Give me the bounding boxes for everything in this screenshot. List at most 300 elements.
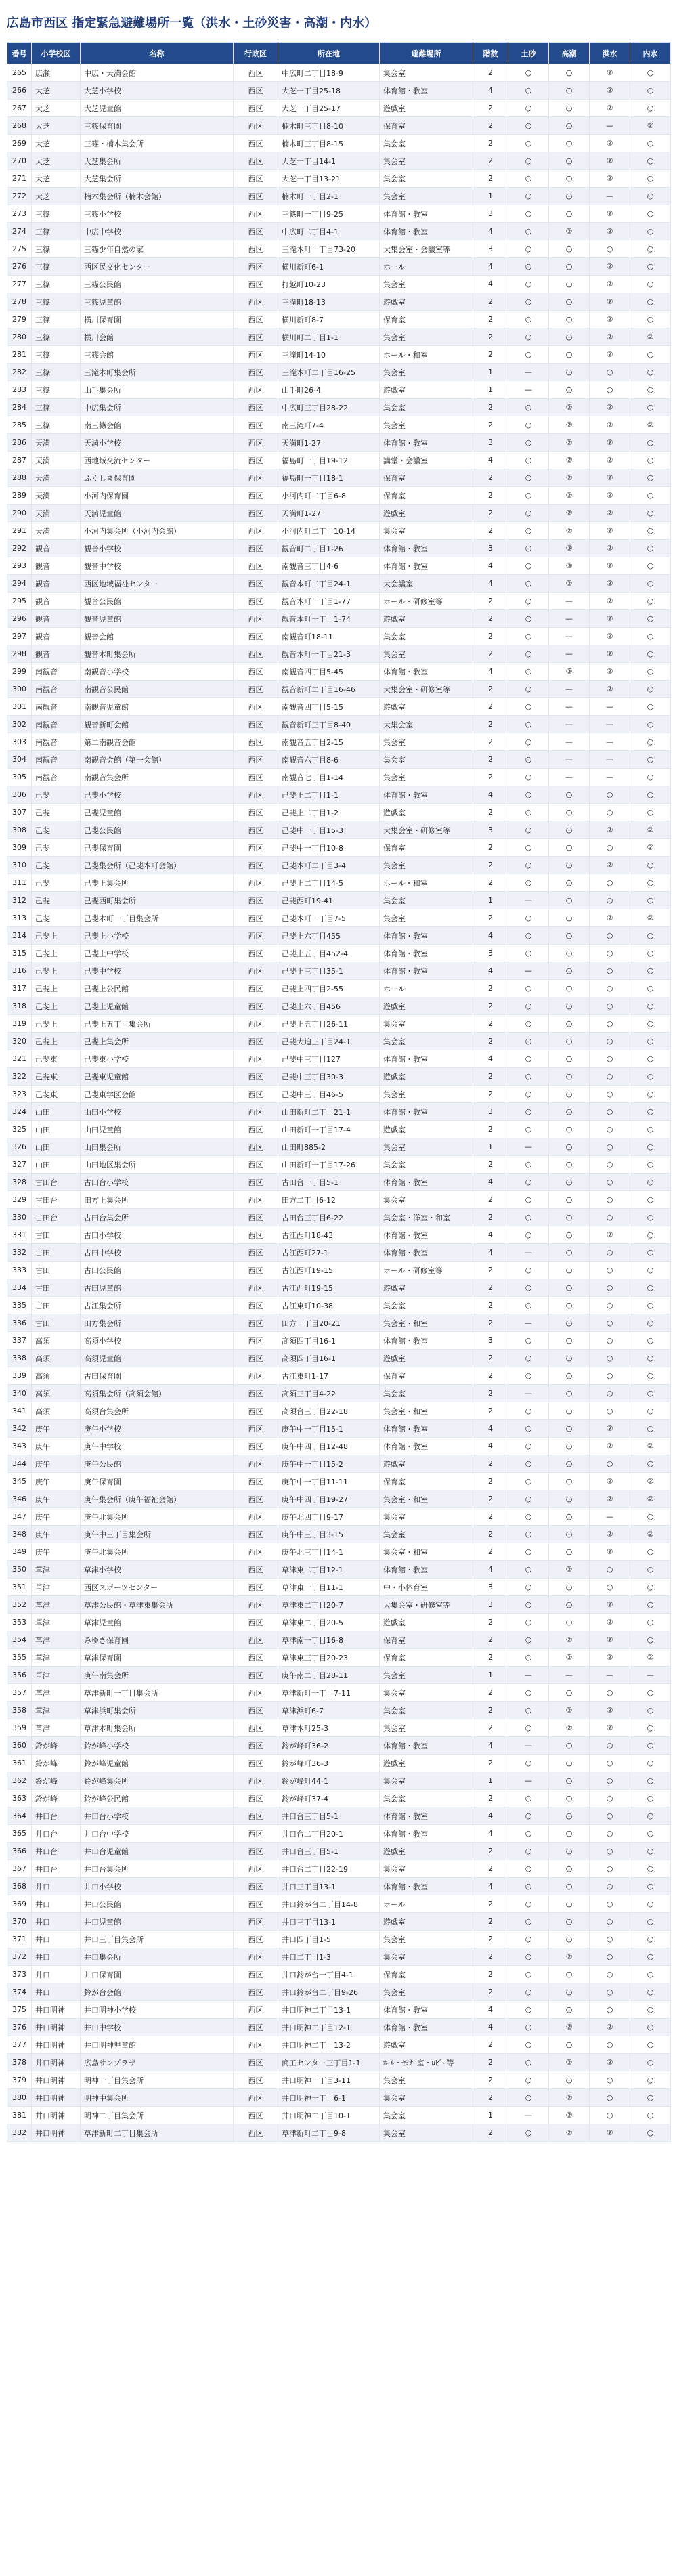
cell-flood: — xyxy=(590,698,630,716)
table-row xyxy=(7,1579,671,1596)
cell-floors: 2 xyxy=(473,1262,508,1279)
cell-floors: 1 xyxy=(473,188,508,205)
table-row xyxy=(7,1262,671,1279)
cell-flood: ② xyxy=(590,1719,630,1737)
cell-floors: 2 xyxy=(473,399,508,416)
cell-no: 336 xyxy=(7,1314,32,1332)
cell-ward: 西区 xyxy=(234,1473,278,1490)
cell-no: 334 xyxy=(7,1279,32,1297)
cell-inland-flood: ○ xyxy=(630,997,671,1015)
cell-evac-place: 体育館・教室 xyxy=(380,557,473,575)
cell-landslide: ○ xyxy=(508,1913,549,1931)
cell-no: 363 xyxy=(7,1790,32,1807)
cell-inland-flood: ○ xyxy=(630,1561,671,1579)
cell-inland-flood: ○ xyxy=(630,1543,671,1561)
table-row xyxy=(7,645,671,663)
table-row xyxy=(7,1103,671,1121)
cell-school-district: 観音 xyxy=(32,645,81,663)
cell-floors: 2 xyxy=(473,751,508,769)
cell-floors: 2 xyxy=(473,716,508,733)
cell-flood: ② xyxy=(590,469,630,487)
cell-evac-place: 遊戯室 xyxy=(380,1068,473,1086)
cell-school-district: 草津 xyxy=(32,1579,81,1596)
cell-school-district: 三篠 xyxy=(32,346,81,364)
table-row xyxy=(7,1455,671,1473)
cell-inland-flood: ○ xyxy=(630,1420,671,1438)
cell-inland-flood: ○ xyxy=(630,2036,671,2054)
table-row xyxy=(7,1138,671,1156)
cell-no: 272 xyxy=(7,188,32,205)
cell-floors: 2 xyxy=(473,874,508,892)
cell-storm-surge: ○ xyxy=(549,1860,590,1878)
cell-flood: ② xyxy=(590,628,630,645)
cell-no: 351 xyxy=(7,1579,32,1596)
cell-no: 312 xyxy=(7,892,32,909)
cell-storm-surge: ○ xyxy=(549,874,590,892)
cell-inland-flood: ○ xyxy=(630,1614,671,1631)
cell-ward: 西区 xyxy=(234,1526,278,1543)
cell-ward: 西区 xyxy=(234,1156,278,1174)
cell-floors: 2 xyxy=(473,346,508,364)
table-row xyxy=(7,610,671,628)
cell-landslide: ○ xyxy=(508,1490,549,1508)
cell-name: 明神二丁目集会所 xyxy=(81,2107,234,2124)
table-row xyxy=(7,751,671,769)
cell-name: 西地域交流センター xyxy=(81,452,234,469)
cell-flood: ○ xyxy=(590,892,630,909)
cell-flood: ○ xyxy=(590,980,630,997)
cell-no: 371 xyxy=(7,1931,32,1948)
cell-evac-place: 体育館・教室 xyxy=(380,1174,473,1191)
cell-name: 井口台小学校 xyxy=(81,1807,234,1825)
cell-school-district: 己斐 xyxy=(32,892,81,909)
cell-inland-flood: ② xyxy=(630,328,671,346)
cell-name: 南観音会館（第一会館） xyxy=(81,751,234,769)
cell-ward: 西区 xyxy=(234,1209,278,1226)
cell-no: 346 xyxy=(7,1490,32,1508)
cell-address: 己斐本町二丁目3-4 xyxy=(278,857,380,874)
cell-school-district: 井口明神 xyxy=(32,2001,81,2019)
cell-school-district: 高須 xyxy=(32,1402,81,1420)
cell-flood: ② xyxy=(590,82,630,100)
cell-flood: — xyxy=(590,733,630,751)
cell-address: 南観音四丁目5-15 xyxy=(278,698,380,716)
cell-landslide: ○ xyxy=(508,751,549,769)
cell-storm-surge: — xyxy=(549,681,590,698)
cell-storm-surge: ○ xyxy=(549,1068,590,1086)
table-row xyxy=(7,945,671,962)
cell-landslide: ○ xyxy=(508,557,549,575)
cell-inland-flood: ○ xyxy=(630,452,671,469)
cell-school-district: 三篠 xyxy=(32,364,81,381)
cell-inland-flood: ○ xyxy=(630,1790,671,1807)
cell-name: 天満児童館 xyxy=(81,505,234,522)
cell-landslide: ○ xyxy=(508,1103,549,1121)
table-row xyxy=(7,1033,671,1050)
cell-evac-place: 遊戯室 xyxy=(380,1755,473,1772)
cell-address: 草津新町二丁目9-8 xyxy=(278,2124,380,2142)
cell-address: 大芝一丁目25-17 xyxy=(278,100,380,117)
cell-evac-place: 集会室 xyxy=(380,1138,473,1156)
cell-evac-place: 集会室 xyxy=(380,1033,473,1050)
cell-ward: 西区 xyxy=(234,2107,278,2124)
cell-name: 己斐東小学校 xyxy=(81,1050,234,1068)
cell-floors: 2 xyxy=(473,980,508,997)
cell-name: 己斐上児童館 xyxy=(81,997,234,1015)
cell-name: 三篠児童館 xyxy=(81,293,234,311)
cell-ward: 西区 xyxy=(234,857,278,874)
cell-storm-surge: ② xyxy=(549,399,590,416)
cell-flood: ② xyxy=(590,293,630,311)
cell-address: 己斐中三丁目127 xyxy=(278,1050,380,1068)
cell-ward: 西区 xyxy=(234,64,278,82)
cell-address: 南観音五丁目2-15 xyxy=(278,733,380,751)
cell-floors: 2 xyxy=(473,1860,508,1878)
cell-storm-surge: ③ xyxy=(549,663,590,681)
cell-landslide: ○ xyxy=(508,223,549,240)
cell-address: 庚午中一丁目11-11 xyxy=(278,1473,380,1490)
table-row xyxy=(7,1526,671,1543)
cell-storm-surge: ○ xyxy=(549,1402,590,1420)
cell-address: 山田町885-2 xyxy=(278,1138,380,1156)
cell-address: 草津本町25-3 xyxy=(278,1719,380,1737)
cell-address: 南観音六丁目8-6 xyxy=(278,751,380,769)
table-row xyxy=(7,1790,671,1807)
cell-inland-flood: ○ xyxy=(630,2054,671,2071)
cell-address: 草津新町一丁目7-11 xyxy=(278,1684,380,1702)
cell-storm-surge: ○ xyxy=(549,892,590,909)
cell-evac-place: 集会室 xyxy=(380,1948,473,1966)
cell-no: 314 xyxy=(7,927,32,945)
cell-landslide: ○ xyxy=(508,1543,549,1561)
cell-landslide: ○ xyxy=(508,2036,549,2054)
cell-name: 井口公民館 xyxy=(81,1895,234,1913)
cell-landslide: ○ xyxy=(508,786,549,804)
cell-floors: 3 xyxy=(473,945,508,962)
cell-no: 345 xyxy=(7,1473,32,1490)
cell-landslide: ○ xyxy=(508,100,549,117)
cell-ward: 西区 xyxy=(234,2001,278,2019)
table-row xyxy=(7,1420,671,1438)
table-row xyxy=(7,1367,671,1385)
cell-inland-flood: ○ xyxy=(630,1631,671,1649)
cell-no: 340 xyxy=(7,1385,32,1402)
table-row xyxy=(7,804,671,821)
cell-school-district: 井口 xyxy=(32,1966,81,1983)
cell-inland-flood: ○ xyxy=(630,663,671,681)
cell-floors: 2 xyxy=(473,135,508,152)
cell-floors: 2 xyxy=(473,804,508,821)
cell-no: 269 xyxy=(7,135,32,152)
cell-floors: 2 xyxy=(473,1948,508,1966)
cell-address: 天満町1-27 xyxy=(278,434,380,452)
cell-flood: ○ xyxy=(590,1174,630,1191)
cell-evac-place: 集会室 xyxy=(380,1191,473,1209)
cell-flood: ○ xyxy=(590,1314,630,1332)
cell-flood: ② xyxy=(590,505,630,522)
cell-storm-surge: ○ xyxy=(549,1790,590,1807)
cell-evac-place: ﾎｰﾙ・ｾﾐﾅｰ室・ﾛﾋﾞｰ等 xyxy=(380,2054,473,2071)
cell-address: 井口二丁目1-3 xyxy=(278,1948,380,1966)
cell-inland-flood: ○ xyxy=(630,82,671,100)
cell-inland-flood: ② xyxy=(630,117,671,135)
cell-evac-place: 体育館・教室 xyxy=(380,205,473,223)
cell-evac-place: 保育室 xyxy=(380,1966,473,1983)
cell-evac-place: 集会室 xyxy=(380,1702,473,1719)
cell-landslide: ○ xyxy=(508,909,549,927)
cell-name: 草津本町集会所 xyxy=(81,1719,234,1737)
cell-evac-place: 遊戯室 xyxy=(380,1279,473,1297)
cell-school-district: 天満 xyxy=(32,452,81,469)
table-row xyxy=(7,733,671,751)
cell-evac-place: 体育館・教室 xyxy=(380,223,473,240)
cell-ward: 西区 xyxy=(234,1297,278,1314)
cell-inland-flood: ○ xyxy=(630,1068,671,1086)
cell-ward: 西区 xyxy=(234,276,278,293)
cell-address: 三篠町一丁目9-25 xyxy=(278,205,380,223)
cell-address: 庚午南二丁目28-11 xyxy=(278,1667,380,1684)
table-row xyxy=(7,557,671,575)
cell-no: 277 xyxy=(7,276,32,293)
cell-storm-surge: ○ xyxy=(549,1015,590,1033)
cell-evac-place: 体育館・教室 xyxy=(380,1420,473,1438)
cell-ward: 西区 xyxy=(234,839,278,857)
cell-school-district: 草津 xyxy=(32,1596,81,1614)
cell-flood: ② xyxy=(590,1702,630,1719)
cell-landslide: ○ xyxy=(508,821,549,839)
cell-evac-place: 集会室 xyxy=(380,1790,473,1807)
cell-storm-surge: ○ xyxy=(549,1508,590,1526)
cell-school-district: 己斐 xyxy=(32,909,81,927)
cell-name: 南観音集会所 xyxy=(81,769,234,786)
cell-storm-surge: ○ xyxy=(549,804,590,821)
cell-ward: 西区 xyxy=(234,1086,278,1103)
cell-storm-surge: ○ xyxy=(549,100,590,117)
cell-address: 庚午北四丁目9-17 xyxy=(278,1508,380,1526)
cell-storm-surge: ② xyxy=(549,469,590,487)
cell-name: 山田地区集会所 xyxy=(81,1156,234,1174)
cell-no: 361 xyxy=(7,1755,32,1772)
cell-no: 322 xyxy=(7,1068,32,1086)
cell-storm-surge: ○ xyxy=(549,1543,590,1561)
cell-flood: — xyxy=(590,117,630,135)
cell-school-district: 己斐上 xyxy=(32,945,81,962)
cell-floors: 2 xyxy=(473,487,508,505)
cell-evac-place: 集会室 xyxy=(380,645,473,663)
cell-storm-surge: ○ xyxy=(549,2001,590,2019)
cell-evac-place: 保育室 xyxy=(380,1649,473,1667)
cell-no: 379 xyxy=(7,2071,32,2089)
cell-landslide: ○ xyxy=(508,1561,549,1579)
table-header-row xyxy=(7,43,671,64)
cell-landslide: ○ xyxy=(508,945,549,962)
cell-evac-place: 遊戯室 xyxy=(380,100,473,117)
cell-no: 316 xyxy=(7,962,32,980)
cell-no: 284 xyxy=(7,399,32,416)
cell-address: 己斐上三丁目35-1 xyxy=(278,962,380,980)
cell-name: 井口保育園 xyxy=(81,1966,234,1983)
cell-name: 南観音児童館 xyxy=(81,698,234,716)
cell-school-district: 井口台 xyxy=(32,1860,81,1878)
cell-name: 鈴が峰児童館 xyxy=(81,1755,234,1772)
cell-name: 山田集会所 xyxy=(81,1138,234,1156)
cell-address: 横川新町6-1 xyxy=(278,258,380,276)
cell-inland-flood: ○ xyxy=(630,1895,671,1913)
cell-flood: ○ xyxy=(590,1825,630,1843)
cell-landslide: ○ xyxy=(508,117,549,135)
cell-ward: 西区 xyxy=(234,593,278,610)
header-name: 名称 xyxy=(81,43,234,64)
cell-floors: 4 xyxy=(473,962,508,980)
cell-address: 田方二丁目6-12 xyxy=(278,1191,380,1209)
cell-school-district: 己斐東 xyxy=(32,1086,81,1103)
cell-no: 368 xyxy=(7,1878,32,1895)
cell-no: 285 xyxy=(7,416,32,434)
cell-name: 中広集会所 xyxy=(81,399,234,416)
cell-floors: 2 xyxy=(473,1966,508,1983)
cell-floors: 2 xyxy=(473,769,508,786)
cell-flood: ② xyxy=(590,522,630,540)
cell-address: 井口台二丁目20-1 xyxy=(278,1825,380,1843)
cell-landslide: ○ xyxy=(508,1262,549,1279)
cell-evac-place: 遊戯室 xyxy=(380,1614,473,1631)
header-floors: 階数 xyxy=(473,43,508,64)
cell-no: 382 xyxy=(7,2124,32,2142)
cell-landslide: ○ xyxy=(508,1068,549,1086)
cell-address: 楠木町三丁目8-10 xyxy=(278,117,380,135)
cell-ward: 西区 xyxy=(234,170,278,188)
cell-floors: 2 xyxy=(473,416,508,434)
table-row xyxy=(7,469,671,487)
table-row xyxy=(7,698,671,716)
cell-name: 己斐本町一丁目集会所 xyxy=(81,909,234,927)
table-row xyxy=(7,505,671,522)
cell-flood: ○ xyxy=(590,1279,630,1297)
cell-storm-surge: ○ xyxy=(549,276,590,293)
table-row xyxy=(7,1772,671,1790)
table-row xyxy=(7,223,671,240)
cell-no: 290 xyxy=(7,505,32,522)
cell-evac-place: 遊戯室 xyxy=(380,293,473,311)
cell-address: 山田新町二丁目21-1 xyxy=(278,1103,380,1121)
cell-landslide: ○ xyxy=(508,733,549,751)
cell-floors: 4 xyxy=(473,223,508,240)
cell-flood: ② xyxy=(590,487,630,505)
cell-school-district: 三篠 xyxy=(32,416,81,434)
cell-school-district: 己斐上 xyxy=(32,962,81,980)
cell-floors: 2 xyxy=(473,1086,508,1103)
cell-evac-place: 集会室 xyxy=(380,1931,473,1948)
cell-address: 己斐上六丁目456 xyxy=(278,997,380,1015)
cell-storm-surge: ○ xyxy=(549,240,590,258)
cell-address: 南観音四丁目5-45 xyxy=(278,663,380,681)
header-no: 番号 xyxy=(7,43,32,64)
cell-name: 井口中学校 xyxy=(81,2019,234,2036)
cell-storm-surge: ○ xyxy=(549,1966,590,1983)
cell-ward: 西区 xyxy=(234,628,278,645)
table-row xyxy=(7,628,671,645)
cell-name: 南観音公民館 xyxy=(81,681,234,698)
cell-ward: 西区 xyxy=(234,1015,278,1033)
cell-address: 鈴が峰町36-3 xyxy=(278,1755,380,1772)
cell-school-district: 庚午 xyxy=(32,1526,81,1543)
cell-landslide: ○ xyxy=(508,1209,549,1226)
cell-inland-flood: ○ xyxy=(630,399,671,416)
cell-ward: 西区 xyxy=(234,1191,278,1209)
cell-storm-surge: ○ xyxy=(549,1438,590,1455)
table-row xyxy=(7,1297,671,1314)
cell-school-district: 己斐上 xyxy=(32,997,81,1015)
cell-school-district: 井口 xyxy=(32,1983,81,2001)
table-row xyxy=(7,1860,671,1878)
cell-floors: 2 xyxy=(473,1191,508,1209)
cell-landslide: ○ xyxy=(508,1367,549,1385)
cell-name: 山田児童館 xyxy=(81,1121,234,1138)
cell-no: 367 xyxy=(7,1860,32,1878)
cell-landslide: ○ xyxy=(508,874,549,892)
cell-no: 300 xyxy=(7,681,32,698)
cell-inland-flood: ○ xyxy=(630,1191,671,1209)
cell-school-district: 己斐 xyxy=(32,874,81,892)
cell-storm-surge: ② xyxy=(549,452,590,469)
cell-ward: 西区 xyxy=(234,117,278,135)
cell-ward: 西区 xyxy=(234,1490,278,1508)
cell-no: 302 xyxy=(7,716,32,733)
cell-floors: 2 xyxy=(473,311,508,328)
cell-ward: 西区 xyxy=(234,1579,278,1596)
cell-school-district: 南観音 xyxy=(32,733,81,751)
table-row xyxy=(7,769,671,786)
cell-inland-flood: ○ xyxy=(630,1719,671,1737)
cell-storm-surge: ② xyxy=(549,416,590,434)
cell-flood: ○ xyxy=(590,1966,630,1983)
cell-storm-surge: ③ xyxy=(549,540,590,557)
cell-landslide: ○ xyxy=(508,1948,549,1966)
cell-landslide: ○ xyxy=(508,681,549,698)
cell-evac-place: ホール・研修室等 xyxy=(380,1262,473,1279)
cell-evac-place: 集会室 xyxy=(380,892,473,909)
cell-ward: 西区 xyxy=(234,1895,278,1913)
cell-inland-flood: ○ xyxy=(630,1138,671,1156)
cell-inland-flood: ○ xyxy=(630,1209,671,1226)
cell-no: 281 xyxy=(7,346,32,364)
cell-inland-flood: ○ xyxy=(630,1015,671,1033)
cell-evac-place: 体育館・教室 xyxy=(380,786,473,804)
cell-no: 274 xyxy=(7,223,32,240)
cell-ward: 西区 xyxy=(234,1948,278,1966)
cell-storm-surge: ○ xyxy=(549,980,590,997)
cell-address: 井口鈴が台一丁目4-1 xyxy=(278,1966,380,1983)
cell-ward: 西区 xyxy=(234,205,278,223)
cell-no: 265 xyxy=(7,64,32,82)
cell-school-district: 大芝 xyxy=(32,135,81,152)
cell-flood: ○ xyxy=(590,1895,630,1913)
cell-ward: 西区 xyxy=(234,469,278,487)
cell-landslide: ○ xyxy=(508,1807,549,1825)
cell-address: 大芝一丁目13-21 xyxy=(278,170,380,188)
cell-evac-place: 講堂・会議室 xyxy=(380,452,473,469)
cell-flood: ② xyxy=(590,610,630,628)
cell-flood: ② xyxy=(590,399,630,416)
cell-inland-flood: ○ xyxy=(630,1174,671,1191)
cell-floors: 2 xyxy=(473,1843,508,1860)
cell-inland-flood: ○ xyxy=(630,258,671,276)
cell-evac-place: 集会室 xyxy=(380,188,473,205)
cell-landslide: ○ xyxy=(508,258,549,276)
cell-school-district: 井口 xyxy=(32,1895,81,1913)
cell-no: 380 xyxy=(7,2089,32,2107)
cell-address: 井口明神二丁目12-1 xyxy=(278,2019,380,2036)
